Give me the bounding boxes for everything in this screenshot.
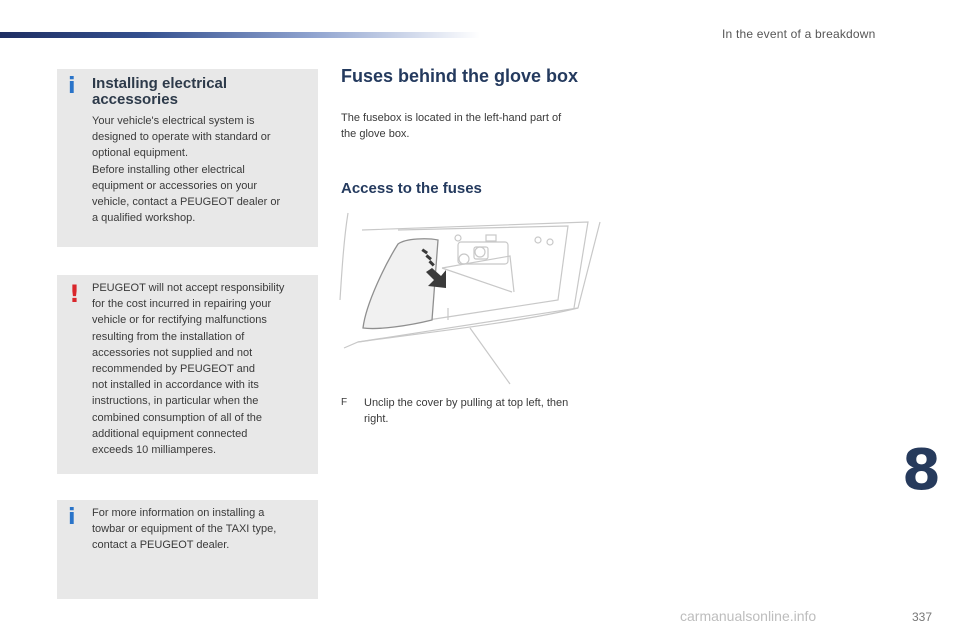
subsection-title: Access to the fuses <box>341 180 482 197</box>
chapter-number: 8 <box>902 438 941 503</box>
page-title: Fuses behind the glove box <box>341 66 579 86</box>
step-text: Unclip the cover by pulling at top left, then right. <box>364 397 569 426</box>
info-icon: i <box>68 74 76 99</box>
info-panel-title-line1: Installing electrical <box>92 75 228 92</box>
watermark: carmanualsonline.info <box>680 608 817 624</box>
warning-icon: ! <box>69 280 80 308</box>
info-panel-towbar-text: For more information on installing a towbar or equipment of the TAXI type, contact a PEUGEOT dealer. <box>92 507 277 552</box>
page-number: 337 <box>912 610 933 624</box>
info-panel-text: Your vehicle's electrical system is designed to operate with standard or optional equipment. Before installing other electrical equipment or accessories on your vehicle, contact a PEUGEOT dealer or a qualified workshop. <box>92 115 281 225</box>
info-panel-title-line2: accessories <box>92 91 178 108</box>
info-icon: i <box>68 505 76 530</box>
header-gradient-bar <box>0 32 480 38</box>
glove-box-illustration <box>338 208 602 388</box>
warning-panel-text: PEUGEOT will not accept responsibility for the cost incurred in repairing your vehicle or for rectifying malfunctions resulting from the installation of accessories not supplied and not recommended by PEUGEOT and not installed in accordance with its instructions, in particular when the combined consumption of all of the additional equipment connected exceeds 10 milliamperes. <box>92 282 285 457</box>
section-header: In the event of a breakdown <box>722 27 876 41</box>
intro-text: The fusebox is located in the left-hand part of the glove box. <box>341 112 562 141</box>
step-marker: F <box>341 397 348 408</box>
